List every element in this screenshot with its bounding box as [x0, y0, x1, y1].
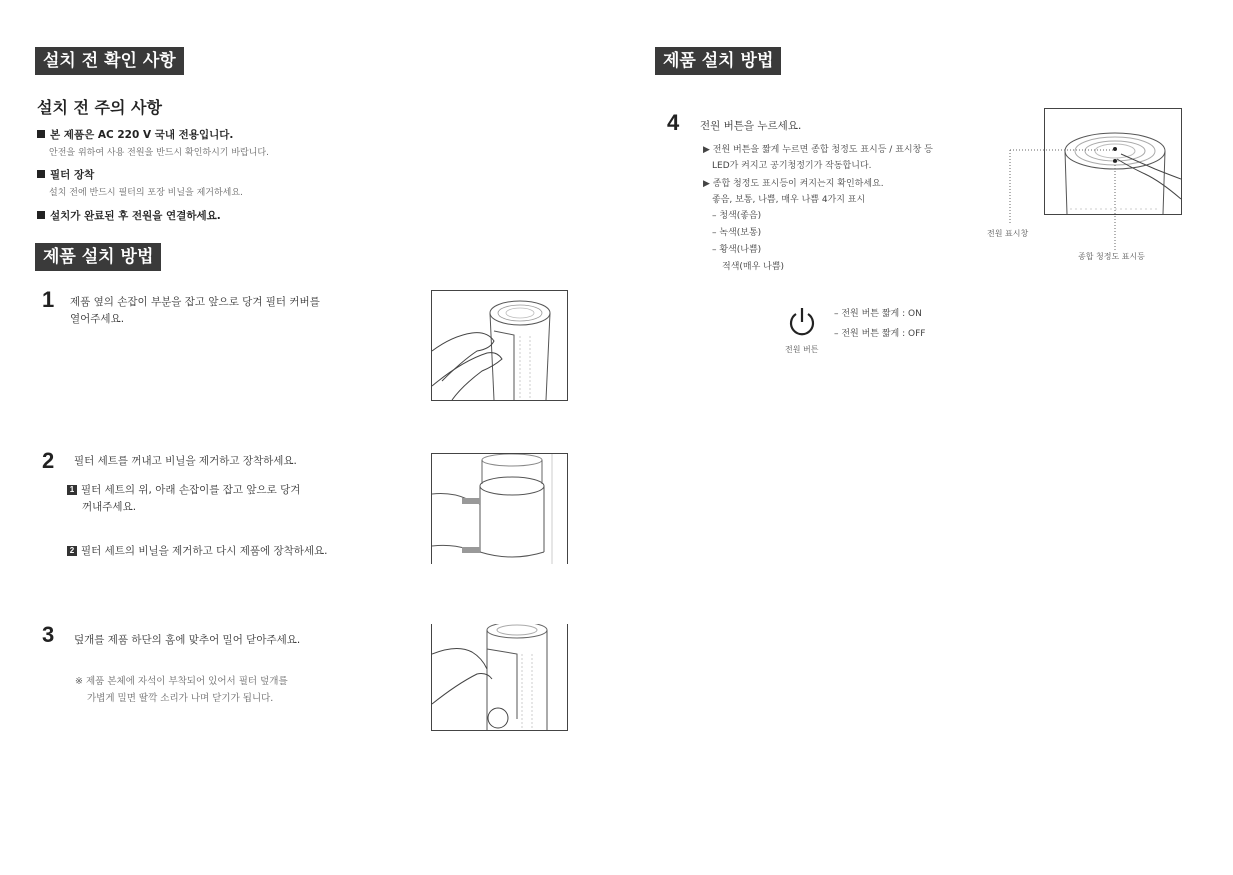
- step-4-number: 4: [667, 110, 680, 135]
- step-4-line-8: 적색(매우 나쁨): [722, 262, 785, 272]
- step-2-text: 필터 세트를 꺼내고 비닐을 제거하고 장착하세요.: [74, 455, 297, 467]
- power-off-text: – 전원 버튼 짧게 : OFF: [834, 329, 926, 339]
- close-cover-illustration: [432, 624, 567, 730]
- step-3-number: 3: [42, 622, 55, 647]
- bullet-filter-desc: 설치 전에 반드시 필터의 포장 비닐을 제거하세요.: [49, 188, 243, 198]
- step-4-text: 전원 버튼을 누르세요.: [700, 120, 802, 132]
- step-3-note-line1: ※ 제품 본체에 자석이 부착되어 있어서 필터 덮개를: [75, 676, 288, 687]
- step-3-note-line2: 가볍게 밀면 딸깍 소리가 나며 닫기가 됩니다.: [87, 693, 274, 704]
- step-1-text: [70, 294, 390, 328]
- sub-number-badge: 2: [67, 546, 77, 556]
- filter-remove-illustration: [432, 454, 567, 564]
- label-power-display: 전원 표시창: [987, 229, 1029, 238]
- step-1-line1: 제품 옆의 손잡이 부분을 잡고 앞으로 당겨 필터 커버를: [70, 296, 320, 308]
- step-4-line-7: – 황색(나쁨): [712, 245, 762, 255]
- step-2-number: 2: [42, 448, 55, 473]
- step-2-sub1: [67, 482, 387, 516]
- bullet-square-icon: [37, 211, 45, 219]
- bullet-power-connect: [37, 208, 221, 223]
- section-header-install: 제품 설치 방법: [35, 243, 161, 271]
- step-2-sub1-line1: 필터 세트의 위, 아래 손잡이를 잡고 앞으로 당겨: [81, 484, 301, 496]
- step-2-sub2: [67, 543, 328, 560]
- bullet-voltage: [37, 127, 233, 142]
- power-on-text: – 전원 버튼 짧게 : ON: [834, 309, 922, 319]
- step-1-illustration: [431, 290, 568, 401]
- step-4-line-3: ▶ 종합 청정도 표시등이 켜지는지 확인하세요.: [703, 179, 884, 189]
- leader-lines: [1005, 140, 1120, 260]
- bullet-filter: [37, 167, 94, 182]
- bullet-square-icon: [37, 170, 45, 178]
- step-3-illustration: [431, 624, 568, 731]
- bullet-square-icon: [37, 130, 45, 138]
- step-3-text: 덮개를 제품 하단의 홈에 맞추어 밀어 닫아주세요.: [74, 634, 301, 646]
- power-icon: [786, 305, 818, 343]
- section-header-precheck: 설치 전 확인 사항: [35, 47, 184, 75]
- precaution-subheading: 설치 전 주의 사항: [37, 98, 162, 117]
- section-header-install-right: 제품 설치 방법: [655, 47, 781, 75]
- step-2-sub2-line: 필터 세트의 비닐을 제거하고 다시 제품에 장착하세요.: [81, 545, 328, 557]
- bullet-filter-title: 필터 장착: [50, 169, 95, 181]
- step-2-sub1-line2: 꺼내주세요.: [82, 501, 137, 513]
- step-3-note: [75, 673, 395, 707]
- step-1-line2: 열어주세요.: [70, 313, 125, 325]
- power-button-label: 전원 버튼: [785, 345, 819, 354]
- bullet-voltage-title: 본 제품은 AC 220 V 국내 전용입니다.: [50, 129, 234, 141]
- label-overall-indicator: 종합 청정도 표시등: [1078, 252, 1145, 261]
- purifier-open-cover-illustration: [432, 291, 567, 400]
- bullet-voltage-desc: 안전을 위하여 사용 전원을 반드시 확인하시기 바랍니다.: [49, 148, 269, 158]
- bullet-power-title: 설치가 완료된 후 전원을 연결하세요.: [50, 210, 221, 222]
- sub-number-badge: 1: [67, 485, 77, 495]
- step-4-line-1: ▶ 전원 버튼을 짧게 누르면 종합 청정도 표시등 / 표시창 등: [703, 145, 933, 155]
- step-4-line-2: LED가 켜지고 공기청정기가 작동합니다.: [712, 161, 872, 171]
- step-4-line-6: – 녹색(보통): [712, 228, 762, 238]
- step-4-line-5: – 청색(좋음): [712, 211, 762, 221]
- step-1-number: 1: [42, 287, 55, 312]
- step-4-line-4: 좋음, 보통, 나쁨, 매우 나쁨 4가지 표시: [712, 195, 866, 205]
- step-2-illustration: [431, 453, 568, 564]
